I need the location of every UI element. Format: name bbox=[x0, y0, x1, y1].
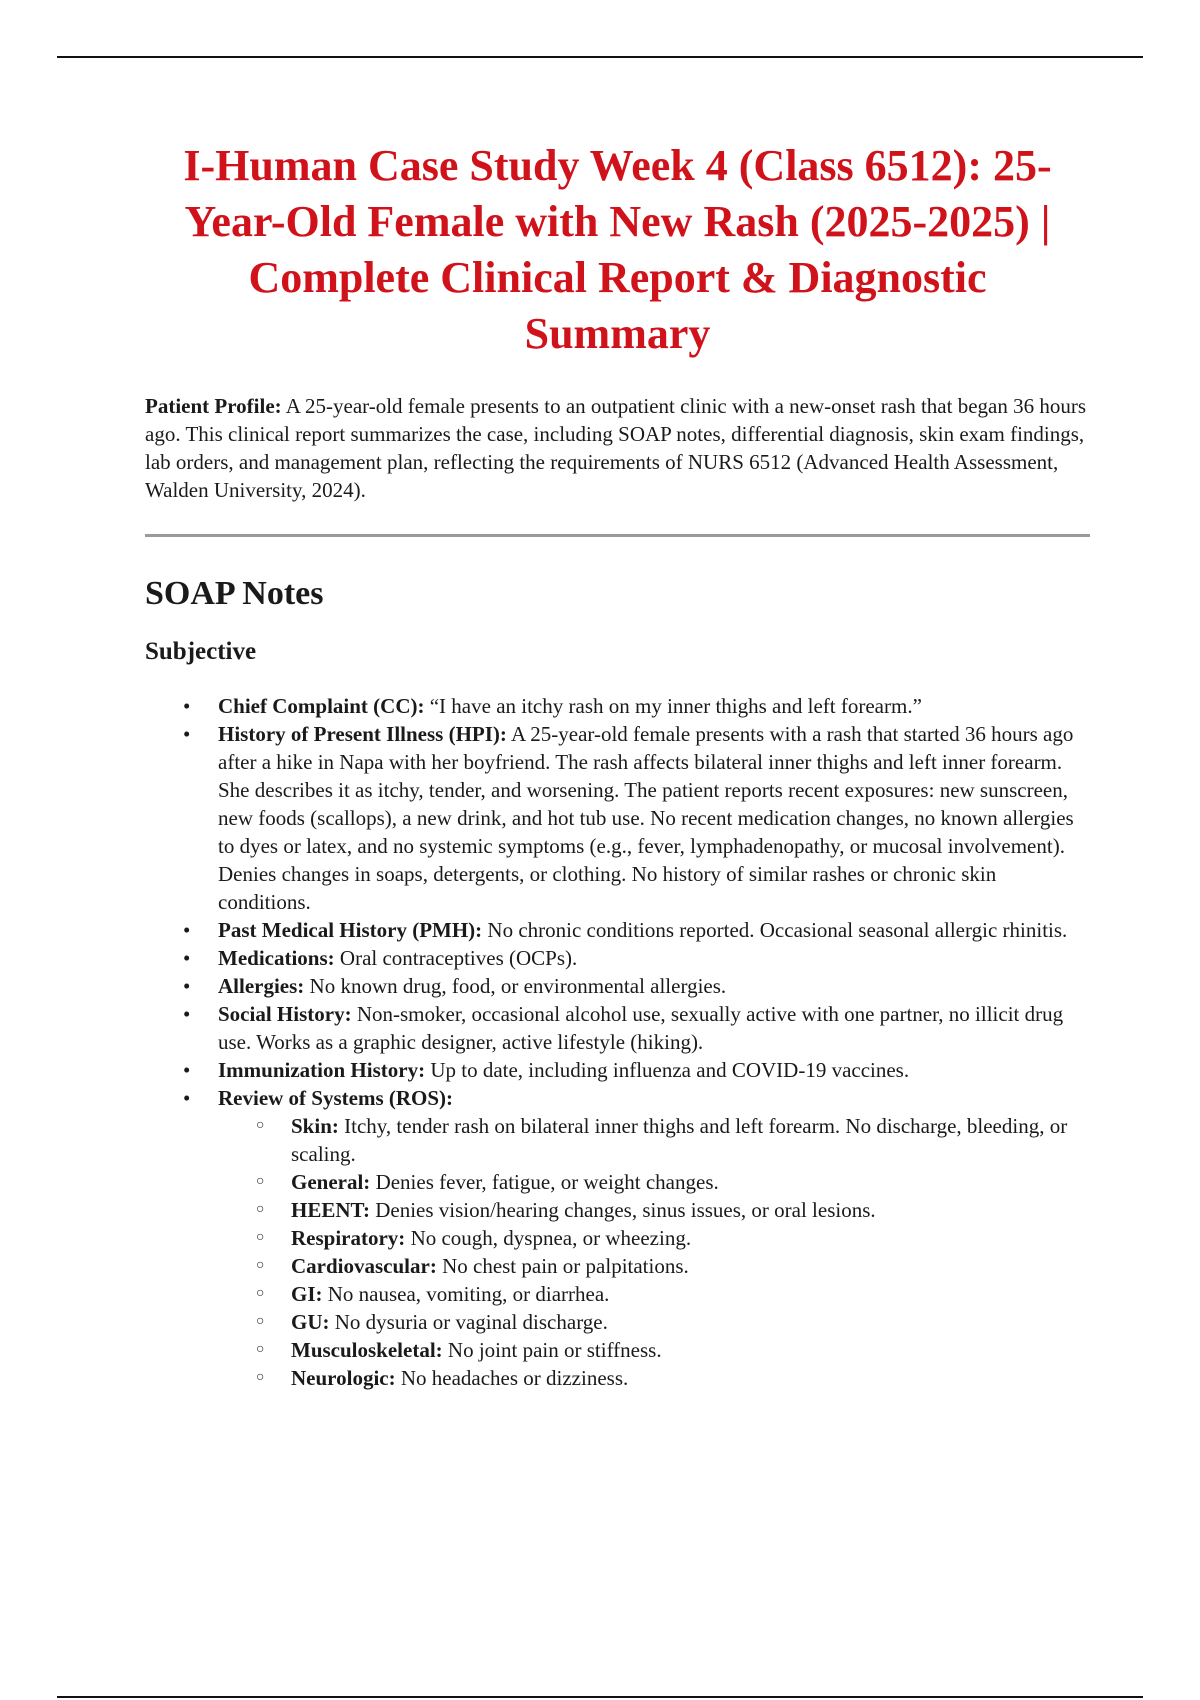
item-text: No chronic conditions reported. Occasional seasonal allergic rhinitis. bbox=[482, 918, 1068, 942]
ros-item-heent bbox=[218, 1196, 1090, 1224]
bullet-icon: • bbox=[183, 1002, 191, 1026]
item-text: No known drug, food, or environmental allergies. bbox=[304, 974, 727, 998]
item-label: Social History: bbox=[218, 1002, 352, 1026]
ros-text: No nausea, vomiting, or diarrhea. bbox=[322, 1282, 610, 1306]
ros-label: GI: bbox=[291, 1282, 323, 1306]
ros-text: No dysuria or vaginal discharge. bbox=[329, 1310, 608, 1334]
item-text: “I have an itchy rash on my inner thighs and left forearm.” bbox=[424, 694, 922, 718]
circle-bullet-icon: ○ bbox=[256, 1370, 265, 1385]
list-item-hpi bbox=[145, 720, 1090, 916]
item-label: Review of Systems (ROS): bbox=[218, 1086, 454, 1110]
ros-text: No joint pain or stiffness. bbox=[442, 1338, 662, 1362]
item-label: Past Medical History (PMH): bbox=[218, 918, 483, 942]
ros-item-gu bbox=[218, 1308, 1090, 1336]
ros-label: Skin: bbox=[291, 1114, 339, 1138]
ros-item-gi bbox=[218, 1280, 1090, 1308]
circle-bullet-icon: ○ bbox=[256, 1230, 265, 1245]
item-text: Up to date, including influenza and COVID-19 vaccines. bbox=[425, 1058, 910, 1082]
ros-label: Neurologic: bbox=[291, 1366, 396, 1390]
list-item-ros bbox=[145, 1084, 1090, 1392]
circle-bullet-icon: ○ bbox=[256, 1314, 265, 1329]
bullet-icon: • bbox=[183, 974, 191, 998]
item-text: Non-smoker, occasional alcohol use, sexually active with one partner, no illicit drug use. Works as a graphic designer, active lifestyle (hiking). bbox=[218, 1002, 1064, 1054]
ros-text: No cough, dyspnea, or wheezing. bbox=[405, 1226, 692, 1250]
ros-text: Itchy, tender rash on bilateral inner thighs and left forearm. No discharge, bleeding, or scaling. bbox=[291, 1114, 1068, 1166]
item-label: History of Present Illness (HPI): bbox=[218, 722, 507, 746]
list-item-cc bbox=[145, 692, 1090, 720]
ros-label: Respiratory: bbox=[291, 1226, 406, 1250]
ros-item-general bbox=[218, 1168, 1090, 1196]
list-item-allergies bbox=[145, 972, 1090, 1000]
patient-profile-text: A 25-year-old female presents to an outpatient clinic with a new-onset rash that began 36 hours ago. This clinical report summarizes the case, including SOAP notes, differential diagnosis, skin exam findings, lab orders, and management plan, reflecting the requirements of NURS 6512 (Advanced Health Assessment, Walden University, 2024). bbox=[145, 394, 1087, 502]
ros-item-respiratory bbox=[218, 1224, 1090, 1252]
item-text: Oral contraceptives (OCPs). bbox=[334, 946, 578, 970]
bullet-icon: • bbox=[183, 918, 191, 942]
bullet-icon: • bbox=[183, 1058, 191, 1082]
ros-text: Denies fever, fatigue, or weight changes. bbox=[370, 1170, 719, 1194]
top-rule bbox=[57, 56, 1143, 58]
circle-bullet-icon: ○ bbox=[256, 1202, 265, 1217]
ros-label: Musculoskeletal: bbox=[291, 1338, 443, 1362]
list-item-social-history bbox=[145, 1000, 1090, 1056]
list-item-immunization bbox=[145, 1056, 1090, 1084]
ros-item-neurologic bbox=[218, 1364, 1090, 1392]
subsection-title-subjective: Subjective bbox=[145, 638, 257, 665]
list-item-pmh bbox=[145, 916, 1090, 944]
item-label: Immunization History: bbox=[218, 1058, 426, 1082]
bullet-icon: • bbox=[183, 1086, 191, 1110]
item-label: Allergies: bbox=[218, 974, 305, 998]
item-label: Chief Complaint (CC): bbox=[218, 694, 425, 718]
circle-bullet-icon: ○ bbox=[256, 1118, 265, 1133]
circle-bullet-icon: ○ bbox=[256, 1286, 265, 1301]
ros-text: Denies vision/hearing changes, sinus issues, or oral lesions. bbox=[369, 1198, 876, 1222]
bullet-icon: • bbox=[183, 694, 191, 718]
ros-list bbox=[218, 1112, 1090, 1392]
ros-label: HEENT: bbox=[291, 1198, 370, 1222]
bullet-icon: • bbox=[183, 946, 191, 970]
subjective-list bbox=[145, 692, 1090, 1392]
ros-item-cardiovascular bbox=[218, 1252, 1090, 1280]
ros-text: No headaches or dizziness. bbox=[395, 1366, 629, 1390]
ros-item-musculoskeletal bbox=[218, 1336, 1090, 1364]
ros-label: Cardiovascular: bbox=[291, 1254, 437, 1278]
circle-bullet-icon: ○ bbox=[256, 1342, 265, 1357]
patient-profile bbox=[145, 392, 1090, 504]
ros-text: No chest pain or palpitations. bbox=[436, 1254, 689, 1278]
document-body bbox=[145, 138, 1090, 1392]
patient-profile-label: Patient Profile: bbox=[145, 394, 282, 418]
bullet-icon: • bbox=[183, 722, 191, 746]
item-text: A 25-year-old female presents with a rash that started 36 hours ago after a hike in Napa with her boyfriend. The rash affects bilateral inner thighs and left inner forearm. She describes it as itchy, tender, and worsening. The patient reports recent exposures: new sunscreen, new foods (scallops), a new drink, and hot tub use. No recent medication changes, no known allergies to dyes or latex, and no systemic symptoms (e.g., fever, lymphadenopathy, or mucosal involvement). Denies changes in soaps, detergents, or clothing. No history of similar rashes or chronic skin conditions. bbox=[218, 722, 1074, 914]
item-label: Medications: bbox=[218, 946, 335, 970]
circle-bullet-icon: ○ bbox=[256, 1174, 265, 1189]
circle-bullet-icon: ○ bbox=[256, 1258, 265, 1273]
document-title: I-Human Case Study Week 4 (Class 6512): 25-Year-Old Female with New Rash (2025-2025) | Complete Clinical Report & Diagnostic Summary bbox=[183, 141, 1052, 358]
ros-item-skin bbox=[218, 1112, 1090, 1168]
section-title-soap-notes: SOAP Notes bbox=[145, 575, 324, 612]
ros-label: GU: bbox=[291, 1310, 330, 1334]
list-item-medications bbox=[145, 944, 1090, 972]
ros-label: General: bbox=[291, 1170, 371, 1194]
bottom-rule bbox=[57, 1696, 1143, 1698]
section-divider bbox=[145, 534, 1090, 537]
